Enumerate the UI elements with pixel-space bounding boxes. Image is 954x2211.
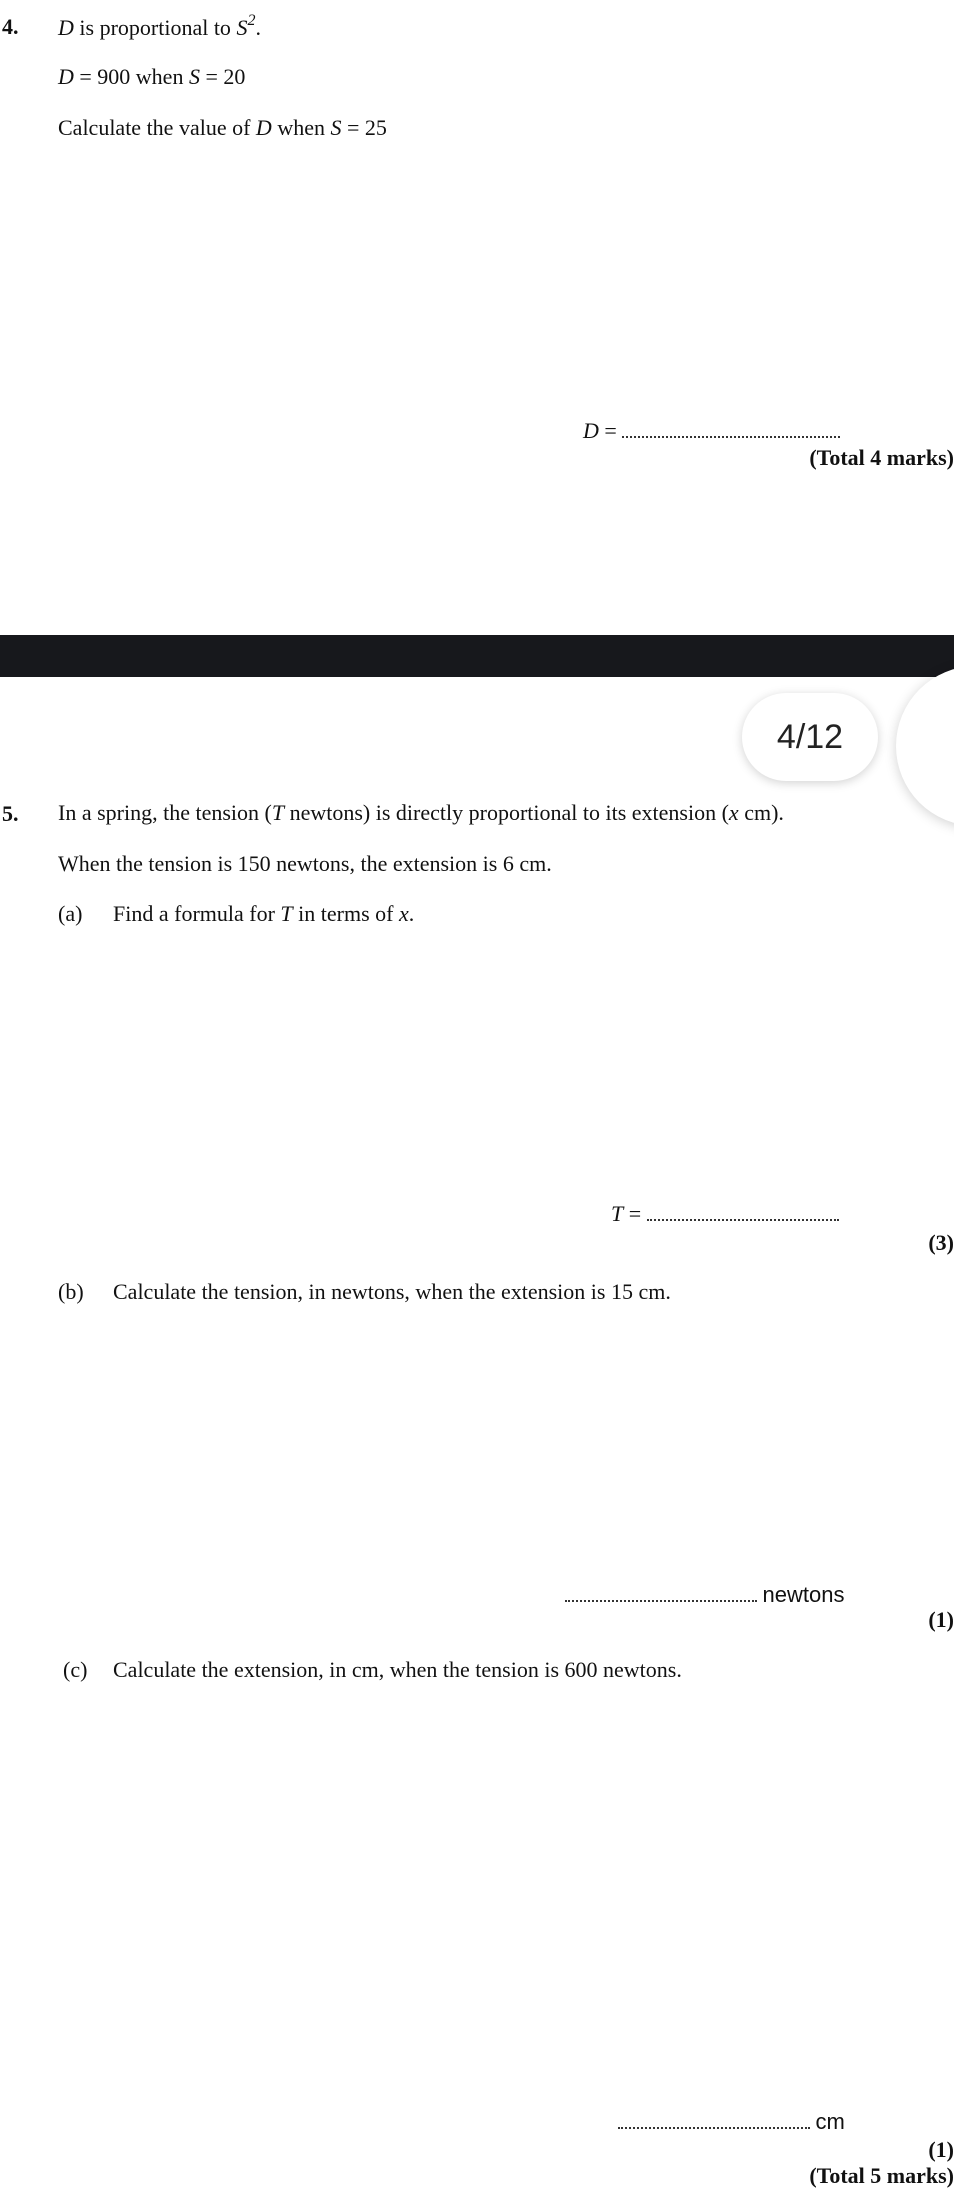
part-a-text-3: . <box>408 901 415 926</box>
answer-dotted-line <box>565 1586 757 1602</box>
statement-end: . <box>255 15 261 40</box>
intro-c: cm). <box>738 800 784 825</box>
part-a-label: (a) <box>58 901 83 926</box>
floating-action-button[interactable] <box>896 666 954 826</box>
question-4-statement <box>58 12 261 41</box>
answer-equals: = <box>623 1201 647 1226</box>
given-rhs: = 20 <box>199 64 246 89</box>
question-5-total-marks: (Total 5 marks) <box>809 2163 954 2188</box>
answer-dotted-line <box>618 2113 810 2129</box>
question-5-given: When the tension is 150 newtons, the extension is 6 cm. <box>58 851 552 876</box>
part-b-marks: (1) <box>928 1607 954 1632</box>
variable-x: x <box>728 800 739 825</box>
part-b-question: Calculate the tension, in newtons, when the extension is 15 cm. <box>113 1279 671 1304</box>
variable-d: D <box>58 15 74 40</box>
given-mid: = 900 when <box>73 64 189 89</box>
variable-s: S <box>188 64 200 89</box>
part-b-answer-line[interactable] <box>565 1582 844 1608</box>
question-4-answer-line[interactable] <box>583 418 840 444</box>
variable-s: S <box>330 115 342 140</box>
answer-unit: cm <box>815 2109 845 2134</box>
variable-x: x <box>398 901 409 926</box>
variable-d: D <box>255 115 272 140</box>
part-a-marks: (3) <box>928 1230 954 1255</box>
page-indicator-text: 4/12 <box>776 717 844 756</box>
part-a-text-2: in terms of <box>292 901 399 926</box>
variable-d: D <box>58 64 74 89</box>
statement-text: is proportional to <box>73 15 237 40</box>
part-a-question <box>113 901 414 927</box>
variable-t: T <box>271 800 285 825</box>
answer-equals: = <box>598 418 623 443</box>
question-4-instruction <box>58 115 387 141</box>
question-4-given <box>58 64 245 90</box>
intro-a: In a spring, the tension ( <box>58 800 272 825</box>
question-4-total-marks: (Total 4 marks) <box>809 445 954 470</box>
calc-mid: when <box>271 115 331 140</box>
part-a-text-1: Find a formula for <box>113 901 281 926</box>
answer-variable: T <box>611 1201 624 1226</box>
answer-dotted-line <box>647 1205 839 1221</box>
variable-t: T <box>280 901 293 926</box>
part-a-answer-line[interactable] <box>611 1201 839 1227</box>
part-b-label: (b) <box>58 1279 84 1304</box>
page-divider <box>0 635 954 677</box>
part-c-label: (c) <box>63 1657 88 1682</box>
answer-variable: D <box>583 418 599 443</box>
calc-rhs: = 25 <box>341 115 387 140</box>
part-c-marks: (1) <box>928 2137 954 2162</box>
calc-text: Calculate the value of <box>58 115 256 140</box>
exponent: 2 <box>247 12 256 29</box>
question-5-intro <box>58 800 784 826</box>
variable-s: S <box>236 15 248 40</box>
answer-dotted-line <box>622 422 840 438</box>
intro-b: newtons) is directly proportional to its extension ( <box>284 800 729 825</box>
part-c-answer-line[interactable] <box>618 2109 845 2135</box>
question-4-number: 4. <box>2 14 19 39</box>
answer-unit: newtons <box>762 1582 845 1607</box>
page-indicator <box>742 693 878 781</box>
part-c-question: Calculate the extension, in cm, when the tension is 600 newtons. <box>113 1657 682 1682</box>
question-5-number: 5. <box>2 801 19 826</box>
